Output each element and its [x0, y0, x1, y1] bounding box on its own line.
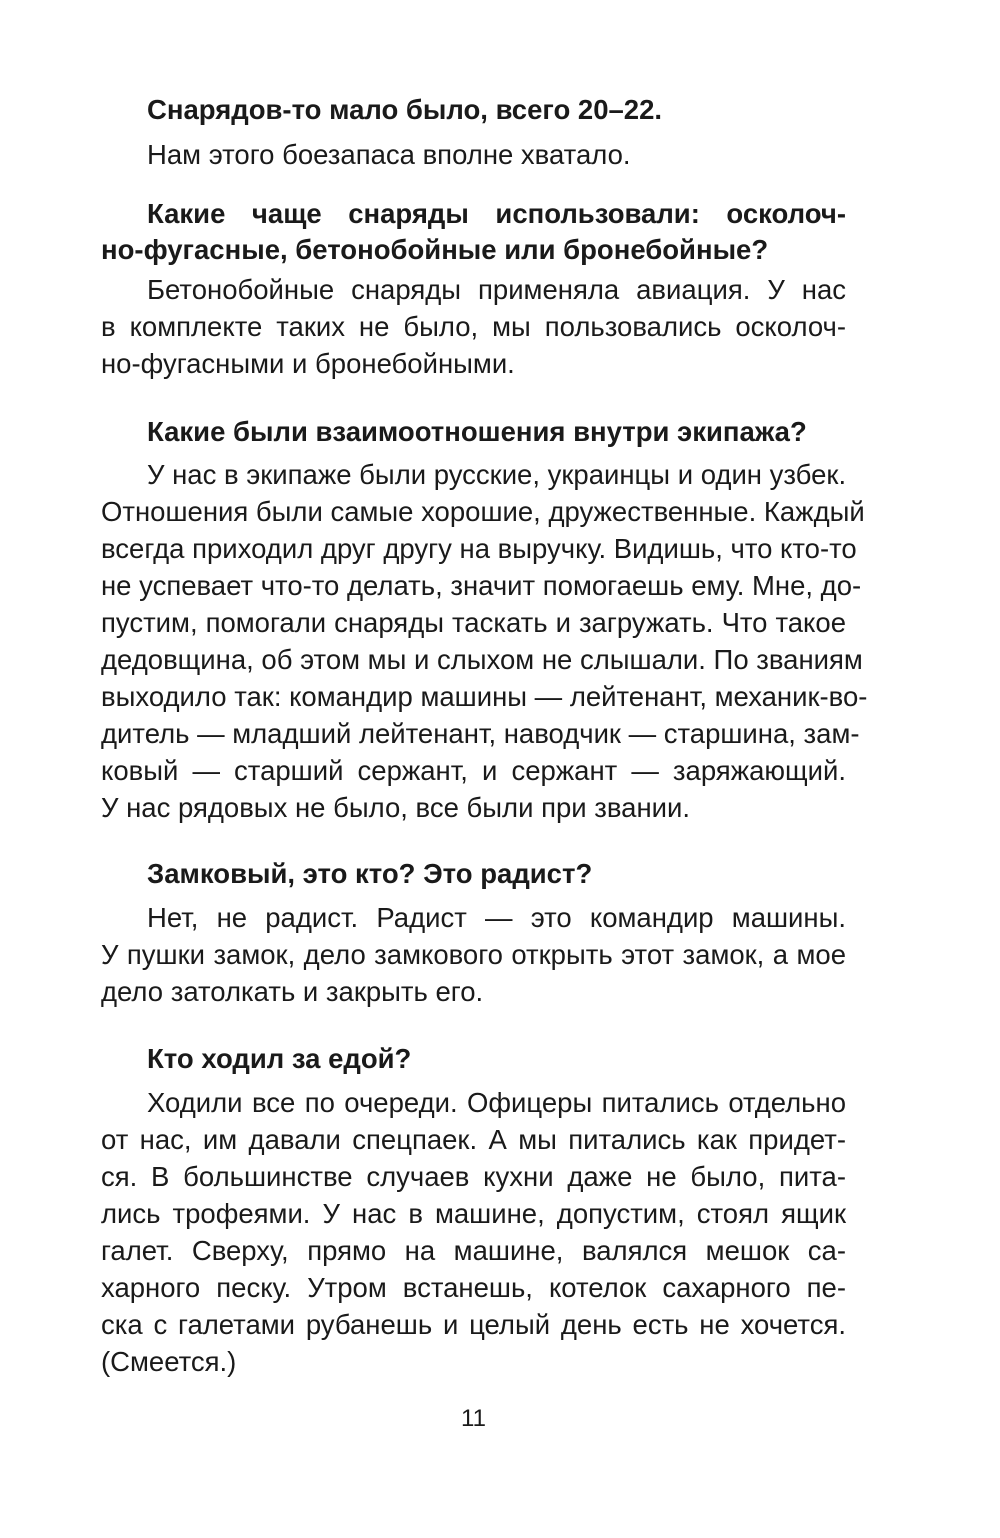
answer-line: пустим, помогали снаряды таскать и загружать. Что такое — [101, 607, 846, 638]
question-line: но-фугасные, бетонобойные или бронебойные? — [101, 234, 769, 265]
answer-line: У пушки замок, дело замкового открыть этот замок, а мое — [101, 939, 846, 970]
answer-line: дело затолкать и закрыть его. — [101, 976, 484, 1007]
answer-line: харного песку. Утром встанешь, котелок сахарного пе- — [101, 1272, 846, 1303]
question-line: Какие чаще снаряды использовали: осколоч- — [147, 198, 846, 229]
answer-line: дедовщина, об этом мы и слыхом не слышали. По званиям — [101, 644, 863, 675]
answer-line: (Смеется.) — [101, 1346, 237, 1377]
answer-line: от нас, им давали спецпаек. А мы питались как придет- — [101, 1124, 846, 1155]
question-line: Замковый, это кто? Это радист? — [147, 858, 593, 889]
answer-line: выходило так: командир машины — лейтенант, механик-во- — [101, 681, 868, 712]
answer-line: лись трофеями. У нас в машине, допустим, стоял ящик — [101, 1198, 846, 1229]
answer-line: У нас рядовых не было, все были при звании. — [101, 792, 691, 823]
answer-line: Ходили все по очереди. Офицеры питались отдельно — [147, 1087, 846, 1118]
answer-line: Нет, не радист. Радист — это командир машины. — [147, 902, 846, 933]
answer-line: ся. В большинстве случаев кухни даже не было, пита- — [101, 1161, 846, 1192]
answer-line: Отношения были самые хорошие, дружественные. Каждый — [101, 496, 865, 527]
answer-line: У нас в экипаже были русские, украинцы и один узбек. — [147, 459, 847, 490]
answer-line: Нам этого боезапаса вполне хватало. — [147, 139, 631, 170]
question-line: Кто ходил за едой? — [147, 1043, 412, 1074]
answer-line: дитель — младший лейтенант, наводчик — старшина, зам- — [101, 718, 860, 749]
question-line: Какие были взаимоотношения внутри экипажа? — [147, 416, 807, 447]
question-line: Снарядов-то мало было, всего 20–22. — [147, 94, 663, 125]
answer-line: всегда приходил друг другу на выручку. Видишь, что кто-то — [101, 533, 857, 564]
answer-line: Бетонобойные снаряды применяла авиация. У нас — [147, 274, 846, 305]
answer-line: не успевает что-то делать, значит помогаешь ему. Мне, до- — [101, 570, 862, 601]
answer-line: ковый — старший сержант, и сержант — заряжающий. — [101, 755, 846, 786]
answer-line: ска с галетами рубанешь и целый день есть не хочется. — [101, 1309, 846, 1340]
answer-line: галет. Сверху, прямо на машине, валялся мешок са- — [101, 1235, 846, 1266]
answer-line: в комплекте таких не было, мы пользовались осколоч- — [101, 311, 846, 342]
page-number: 11 — [461, 1405, 486, 1432]
answer-line: но-фугасными и бронебойными. — [101, 348, 515, 379]
